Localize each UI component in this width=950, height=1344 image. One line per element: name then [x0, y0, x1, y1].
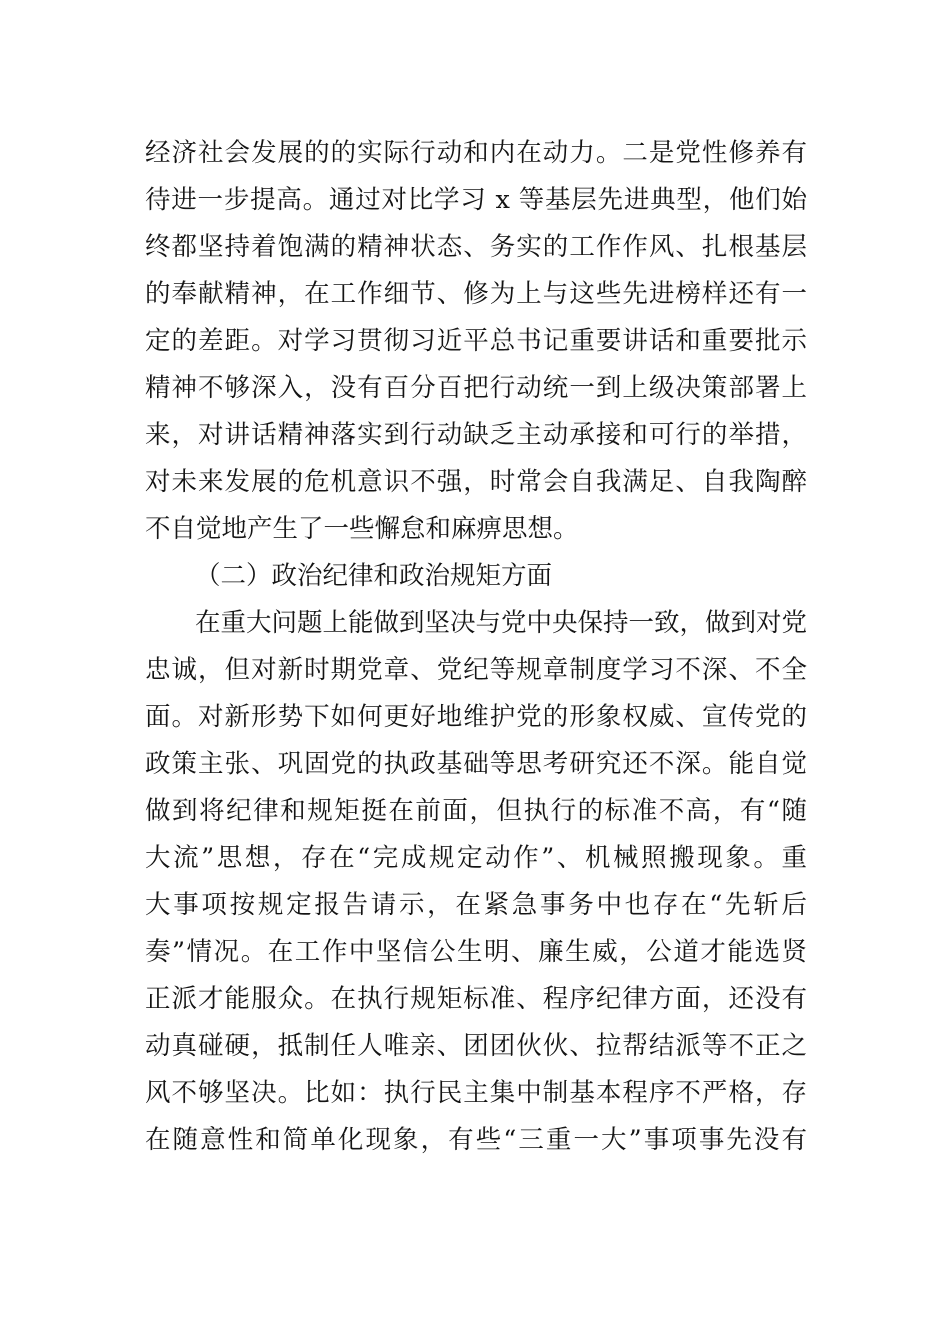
body-text-line: 经济社会发展的的实际行动和内在动力。二是党性修养有 [145, 138, 807, 168]
section-heading: （二）政治纪律和政治规矩方面 [195, 561, 553, 591]
body-text-line: 终都坚持着饱满的精神状态、务实的工作作风、扎根基层 [145, 232, 807, 262]
body-text-line: 不自觉地产生了一些懈怠和麻痹思想。 [145, 514, 579, 544]
body-text-line: 动真碰硬，抵制任人唯亲、团团伙伙、拉帮结派等不正之 [145, 1031, 807, 1061]
body-text-line: 风不够坚决。比如：执行民主集中制基本程序不严格，存 [145, 1078, 807, 1108]
body-text-line: 忠诚，但对新时期党章、党纪等规章制度学习不深、不全 [145, 655, 807, 685]
body-text-line: 政策主张、巩固党的执政基础等思考研究还不深。能自觉 [145, 749, 807, 779]
body-text-line: 待进一步提高。通过对比学习 x 等基层先进典型，他们始 [145, 185, 807, 215]
body-text-line: 在重大问题上能做到坚决与党中央保持一致，做到对党 [195, 608, 807, 638]
body-text-line: 来，对讲话精神落实到行动缺乏主动承接和可行的举措， [145, 420, 807, 450]
body-text-line: 面。对新形势下如何更好地维护党的形象权威、宣传党的 [145, 702, 807, 732]
body-text-line: 对未来发展的危机意识不强，时常会自我满足、自我陶醉 [145, 467, 807, 497]
body-text-line: 在随意性和简单化现象，有些“三重一大”事项事先没有 [145, 1125, 807, 1155]
body-text-line: 的奉献精神，在工作细节、修为上与这些先进榜样还有一 [145, 279, 807, 309]
body-text-line: 正派才能服众。在执行规矩标准、程序纪律方面，还没有 [145, 984, 807, 1014]
body-text-line: 大流”思想，存在“完成规定动作”、机械照搬现象。重 [145, 843, 807, 873]
body-text-line: 定的差距。对学习贯彻习近平总书记重要讲话和重要批示 [145, 326, 807, 356]
body-text-line: 精神不够深入，没有百分百把行动统一到上级决策部署上 [145, 373, 807, 403]
body-text-line: 做到将纪律和规矩挺在前面，但执行的标准不高，有“随 [145, 796, 807, 826]
body-text-line: 大事项按规定报告请示，在紧急事务中也存在“先斩后 [145, 890, 807, 920]
body-text-line: 奏”情况。在工作中坚信公生明、廉生威，公道才能选贤 [145, 937, 807, 967]
